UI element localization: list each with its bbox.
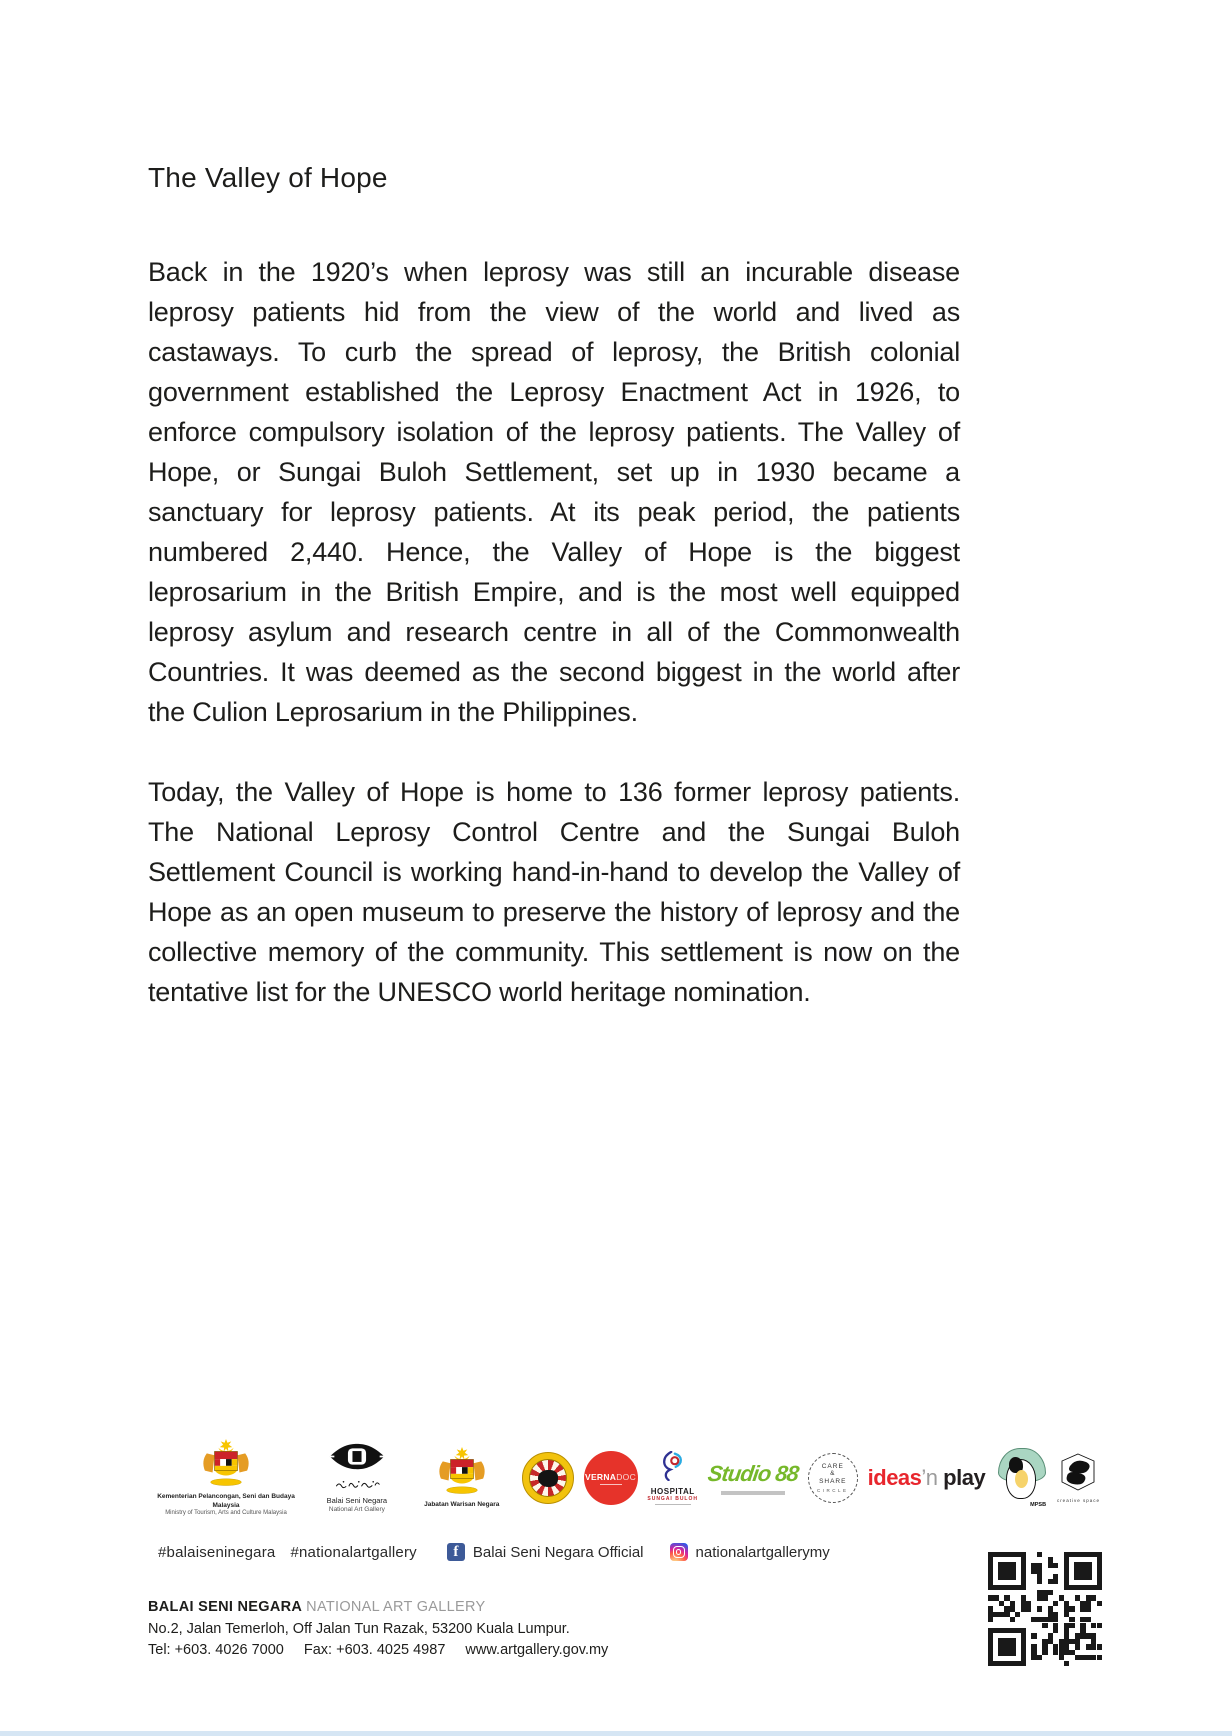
ministry-caption-en: Ministry of Tourism, Arts and Culture Malaysia bbox=[165, 1510, 287, 1517]
bsn-caption-en: National Art Gallery bbox=[328, 1505, 385, 1513]
body-text bbox=[148, 252, 960, 1052]
ministry-caption-my: Kementerian Pelancongan, Seni dan Budaya Malaysia bbox=[157, 1493, 295, 1509]
ministry-tourism-logo bbox=[150, 1438, 302, 1518]
gallery-name-en: NATIONAL ART GALLERY bbox=[306, 1599, 486, 1615]
gallery-tel: Tel: +603. 4026 7000 bbox=[148, 1642, 284, 1658]
hospital-sungai-buloh-logo bbox=[647, 1451, 698, 1505]
paragraph-history: Back in the 1920’s when leprosy was still an incurable disease leprosy patients hid from the view of the world and lived as castaways. To curb the spread of leprosy, the British colonial government established the Leprosy Enactment Act in 1926, to enforce compulsory isolation of the leprosy patients. The Valley of Hope, or Sungai Buloh Settlement, set up in 1930 became a sanctuary for leprosy patients. At its peak period, the patients numbered 2,440. Hence, the Valley of Hope is the biggest leprosarium in the British Empire, and is the most well equipped leprosy asylum and research centre in all of the Commonwealth Countries. It was deemed as the second biggest in the world after the Culion Leprosarium in the Philippines. bbox=[148, 257, 960, 727]
studio-88-logo bbox=[708, 1461, 798, 1495]
studio-88-tagline bbox=[721, 1491, 785, 1495]
bsn-caption-my: Balai Seni Negara bbox=[326, 1495, 388, 1505]
valley-of-hope-mpsb-logo bbox=[995, 1448, 1047, 1508]
facebook-handle bbox=[447, 1543, 644, 1561]
qr-code bbox=[988, 1552, 1102, 1666]
facebook-label: Balai Seni Negara Official bbox=[472, 1543, 644, 1561]
care-share-circle-logo bbox=[808, 1453, 858, 1503]
balai-seni-negara-logo bbox=[312, 1442, 402, 1514]
contact-block bbox=[148, 1597, 608, 1662]
malaysia-coat-of-arms-icon bbox=[431, 1446, 493, 1499]
ideas-n-play-logo: ideas’n play bbox=[867, 1465, 986, 1490]
gallery-phone-line bbox=[148, 1640, 608, 1662]
round-badge-icon bbox=[522, 1452, 574, 1504]
vernadoc-logo bbox=[584, 1451, 638, 1505]
vernadoc-circle-icon: VERNADOC bbox=[584, 1451, 638, 1505]
gallery-name-line bbox=[148, 1597, 608, 1619]
warisan-caption: Jabatan Warisan Negara bbox=[424, 1501, 500, 1509]
gallery-website: www.artgallery.gov.my bbox=[465, 1642, 609, 1658]
hospital-caption-2: SUNGAI BULOH bbox=[647, 1496, 698, 1502]
logo-strip bbox=[150, 1430, 1100, 1526]
gallery-address: No.2, Jalan Temerloh, Off Jalan Tun Razak, 53200 Kuala Lumpur. bbox=[148, 1620, 570, 1637]
instagram-icon bbox=[670, 1543, 688, 1561]
mpsb-mascot-icon: MPSB bbox=[995, 1448, 1047, 1508]
hospital-swirl-icon bbox=[657, 1451, 689, 1486]
gallery-name-my: BALAI SENI NEGARA bbox=[148, 1599, 303, 1615]
studio-88-wordmark: Studio 88 bbox=[706, 1461, 800, 1487]
hashtag-balaiseninegara: #balaiseninegara bbox=[158, 1543, 276, 1561]
creative-space-caption: creative space bbox=[1056, 1498, 1100, 1504]
instagram-handle bbox=[670, 1543, 830, 1561]
bottom-edge-strip bbox=[0, 1731, 1232, 1736]
paragraph-today: Today, the Valley of Hope is home to 136 former leprosy patients. The National Leprosy Control Centre and the Sungai Buloh Settlement Council is working hand-in-hand to develop the Valley of Hope as an open museum to preserve the history of leprosy and the collective memory of the community. This settlement is now on the tentative list for the UNESCO world heritage nomination. bbox=[148, 777, 960, 1007]
social-row bbox=[158, 1543, 830, 1561]
creative-space-cube-icon bbox=[1058, 1452, 1098, 1497]
page-title: The Valley of Hope bbox=[148, 162, 388, 193]
hospital-caption-1: HOSPITAL bbox=[650, 1487, 695, 1496]
hashtag-nationalartgallery: #nationalartgallery bbox=[290, 1543, 417, 1561]
instagram-label: nationalartgallerymy bbox=[695, 1543, 830, 1561]
bsn-jawi-script-icon bbox=[334, 1476, 380, 1494]
gallery-fax: Fax: +603. 4025 4987 bbox=[303, 1642, 446, 1658]
facebook-icon: f bbox=[447, 1543, 465, 1561]
settlement-badge-logo bbox=[522, 1452, 574, 1504]
malaysia-coat-of-arms-icon bbox=[195, 1438, 257, 1491]
bsn-eye-icon bbox=[328, 1442, 386, 1476]
creative-space-logo bbox=[1057, 1452, 1100, 1504]
care-share-sun-icon: CARE & SHARE CIRCLE bbox=[808, 1453, 858, 1503]
jabatan-warisan-negara-logo bbox=[412, 1446, 512, 1509]
